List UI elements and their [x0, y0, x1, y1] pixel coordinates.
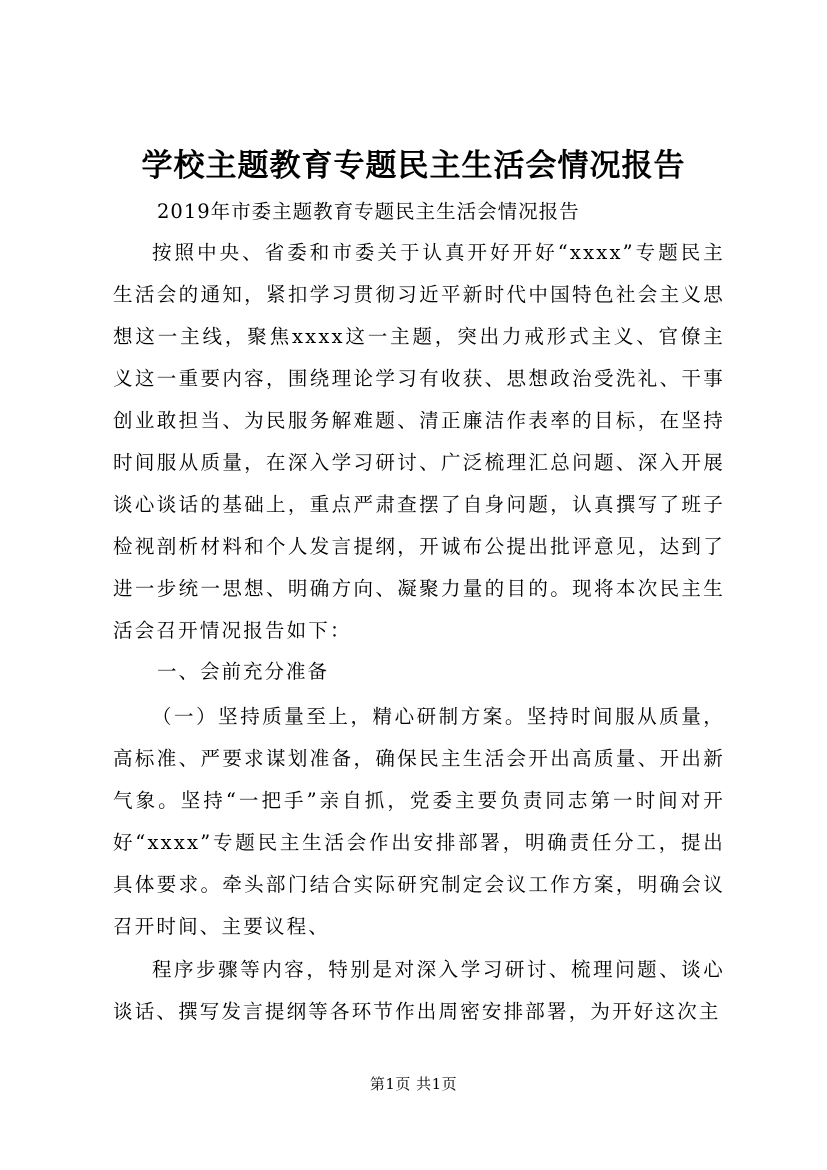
continuation-paragraph: 程序步骤等内容，特别是对深入学习研讨、梳理问题、谈心谈话、撰写发言提纲等各环节作出周密安排部署，为开好这次主: [113, 958, 725, 1023]
continuation-block: [113, 949, 725, 1033]
section-heading: 一、会前充分准备: [157, 660, 330, 683]
intro-block: [113, 232, 725, 652]
page-footer: 第1页 共1页: [369, 1075, 458, 1093]
section-paragraph: （一）坚持质量至上，精心研制方案。坚持时间服从质量，高标准、严要求谋划准备，确保民主生活会开出高质量、开出新气象。坚持“一把手”亲自抓，党委主要负责同志第一时间对开好“xxxx”专题民主生活会作出安排部署，明确责任分工，提出具体要求。牵头部门结合实际研究制定会议工作方案，明确会议召开时间、主要议程、: [113, 705, 725, 938]
section-block: [113, 696, 725, 948]
document-subtitle: 2019年市委主题教育专题民主生活会情况报告: [157, 200, 580, 223]
intro-paragraph: 按照中央、省委和市委关于认真开好开好“xxxx”专题民主生活会的通知，紧扣学习贯彻习近平新时代中国特色社会主义思想这一主线，聚焦xxxx这一主题，突出力戒形式主义、官僚主义这一重要内容，围绕理论学习有收获、思想政治受洗礼、干事创业敢担当、为民服务解难题、清正廉洁作表率的目标，在坚持时间服从质量，在深入学习研讨、广泛梳理汇总问题、深入开展谈心谈话的基础上，重点严肃查摆了自身问题，认真撰写了班子检视剖析材料和个人发言提纲，开诚布公提出批评意见，达到了进一步统一思想、明确方向、凝聚力量的目的。现将本次民主生活会召开情况报告如下：: [113, 241, 725, 642]
document-title: 学校主题教育专题民主生活会情况报告: [141, 148, 686, 184]
